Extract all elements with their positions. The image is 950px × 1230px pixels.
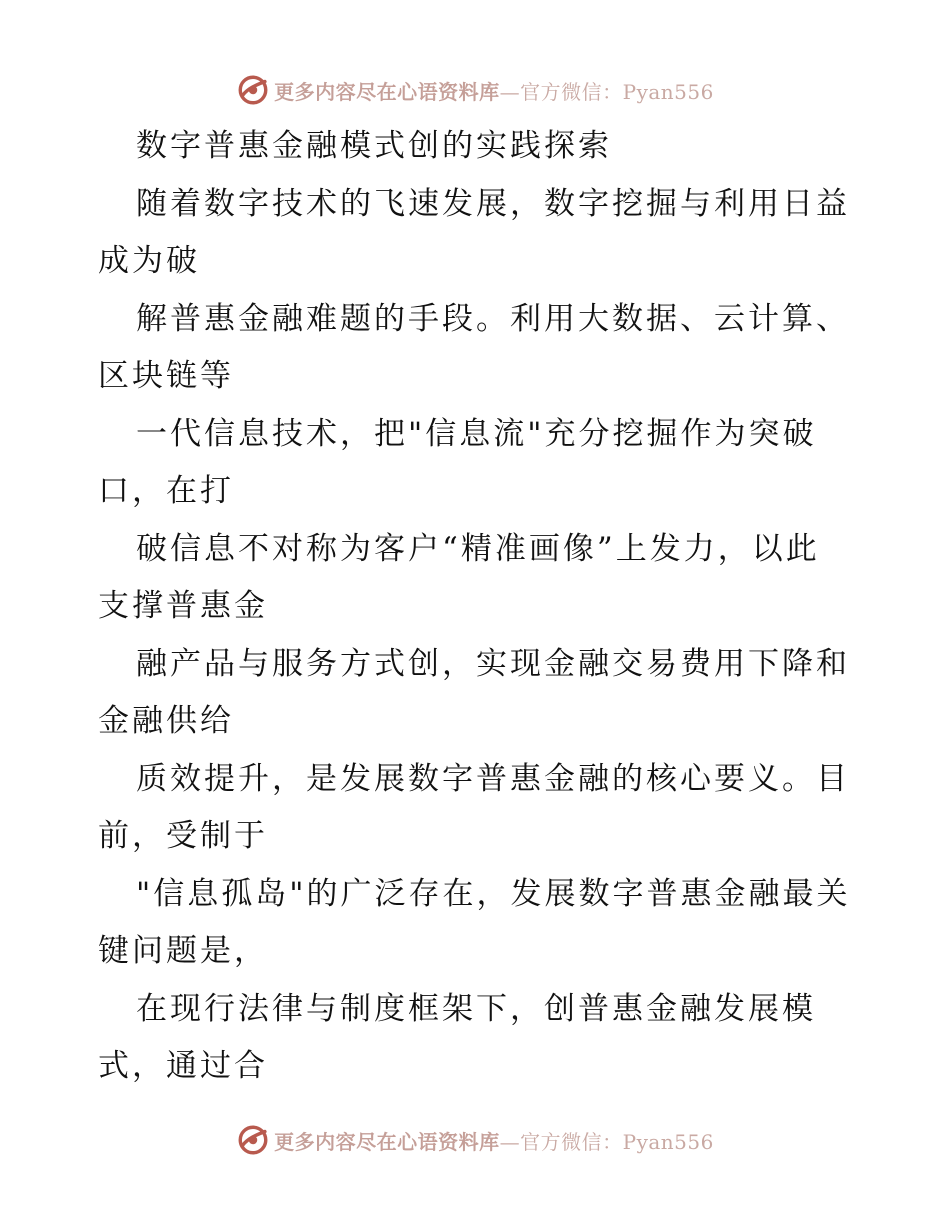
red-flower-logo-icon — [236, 73, 270, 107]
red-flower-logo-icon — [236, 1123, 270, 1157]
text-line: 在现行法律与制度框架下，创普惠金融发展模 — [136, 990, 816, 1027]
text-line: 质效提升，是发展数字普惠金融的核心要义。目 — [136, 760, 850, 797]
text-line: 一代信息技术，把"信息流"充分挖掘作为突破 — [136, 415, 817, 452]
text-line: 支撑普惠金 — [98, 588, 268, 624]
text-line: 前，受制于 — [98, 818, 268, 854]
document-body — [98, 118, 868, 1096]
banner-text — [274, 76, 714, 105]
text-line: 融产品与服务方式创，实现金融交易费用下降和 — [136, 645, 850, 682]
text-line: 成为破 — [98, 243, 200, 279]
banner-main-text: 更多内容尽在心语资料库 — [274, 1129, 500, 1154]
footer-banner — [0, 1120, 950, 1160]
text-line: 口，在打 — [98, 473, 234, 509]
banner-wechat-text: —官方微信：Pyan556 — [499, 1129, 714, 1154]
text-line: "信息孤岛"的广泛存在，发展数字普惠金融最关 — [136, 875, 851, 912]
text-line: 键问题是， — [98, 933, 268, 969]
document-title: 数字普惠金融模式创的实践探索 — [136, 128, 612, 164]
text-line: 随着数字技术的飞速发展，数字挖掘与利用日益 — [136, 185, 850, 222]
text-line: 解普惠金融难题的手段。利用大数据、云计算、 — [136, 300, 850, 337]
text-line: 金融供给 — [98, 703, 234, 739]
header-banner — [0, 70, 950, 110]
banner-text — [274, 1126, 714, 1155]
text-line: 区块链等 — [98, 358, 234, 394]
text-line: 式，通过合 — [98, 1048, 268, 1084]
banner-main-text: 更多内容尽在心语资料库 — [274, 79, 500, 104]
text-line: 破信息不对称为客户“精准画像”上发力，以此 — [136, 530, 820, 567]
banner-wechat-text: —官方微信：Pyan556 — [499, 79, 714, 104]
